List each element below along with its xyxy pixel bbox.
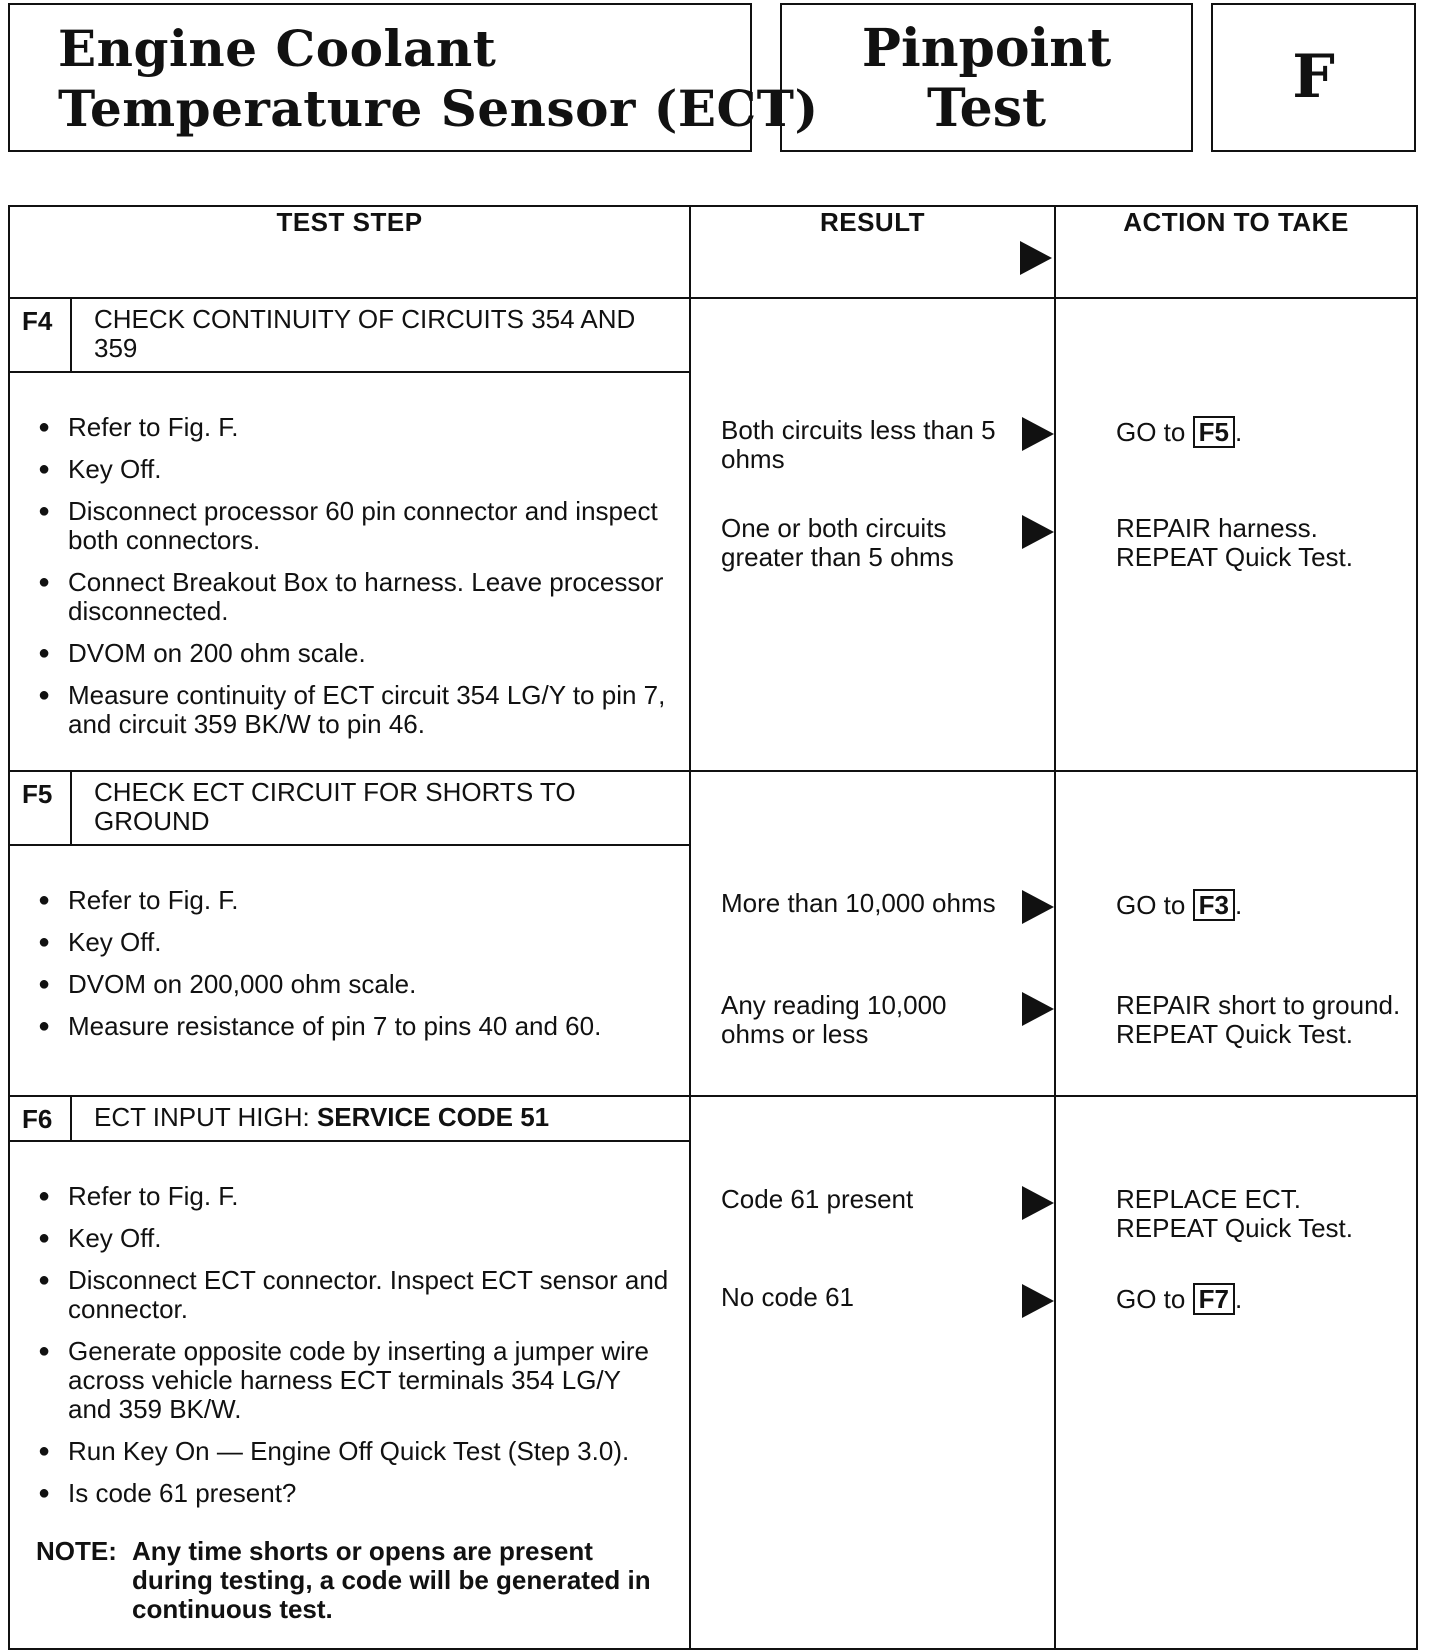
arrow-right-icon — [1022, 417, 1054, 451]
list-item: ● Measure resistance of pin 7 to pins 40 and 60. — [38, 1012, 669, 1041]
result-text: Both circuits less than 5 ohms — [721, 415, 996, 474]
arrow-right-icon — [1022, 515, 1054, 549]
action-suffix: . — [1234, 1284, 1243, 1314]
step-title — [72, 1097, 689, 1140]
list-item: ● Is code 61 present? — [38, 1479, 669, 1508]
list-item: ● Disconnect processor 60 pin connector and inspect both connectors. — [38, 497, 669, 555]
note-label: NOTE: — [36, 1536, 117, 1566]
step-id: F4 — [10, 299, 72, 371]
list-item: ● Refer to Fig. F. — [38, 413, 669, 442]
list-item: ● Key Off. — [38, 455, 669, 484]
column-header-test-step: TEST STEP — [9, 206, 690, 298]
action-go-to — [1116, 416, 1406, 448]
result-cell — [690, 771, 1055, 1096]
step-reference-link[interactable]: F5 — [1193, 416, 1235, 448]
note-block — [10, 1537, 689, 1648]
result-text: Code 61 present — [721, 1184, 914, 1214]
list-item: ● Refer to Fig. F. — [38, 886, 669, 915]
list-item: ● Disconnect ECT connector. Inspect ECT sensor and connector. — [38, 1266, 669, 1324]
result-cell — [690, 298, 1055, 771]
header-pinpoint-line1: Pinpoint — [861, 18, 1112, 79]
action-cell — [1055, 298, 1417, 771]
result-text: Any reading 10,000 ohms or less — [721, 990, 947, 1049]
table-row-step-f6 — [9, 1096, 1417, 1649]
table-row-step-f4 — [9, 298, 1417, 771]
step-id: F6 — [10, 1097, 72, 1140]
arrow-right-icon — [1020, 241, 1052, 275]
column-header-result-label: RESULT — [819, 207, 926, 237]
result-text: One or both circuits greater than 5 ohms — [721, 513, 954, 572]
list-item: ● Connect Breakout Box to harness. Leave processor disconnected. — [38, 568, 669, 626]
table-row-step-f5 — [9, 771, 1417, 1096]
step-heading — [10, 299, 689, 373]
service-code-label: SERVICE CODE 51 — [316, 1102, 550, 1132]
action-go-to — [1116, 1283, 1406, 1315]
pinpoint-test-table — [8, 205, 1418, 1650]
result-text: No code 61 — [721, 1282, 854, 1312]
action-text: GO to — [1116, 1284, 1186, 1314]
column-header-action: ACTION TO TAKE — [1055, 206, 1417, 298]
step-reference-link[interactable]: F3 — [1193, 889, 1235, 921]
list-item: ● Run Key On — Engine Off Quick Test (Step 3.0). — [38, 1437, 669, 1466]
test-step-cell — [9, 298, 690, 771]
list-item: ● Refer to Fig. F. — [38, 1182, 669, 1211]
action-cell — [1055, 771, 1417, 1096]
header-pinpoint-box — [780, 3, 1193, 152]
header-title-line1: Engine Coolant — [58, 19, 497, 78]
action-suffix: . — [1234, 890, 1243, 920]
arrow-right-icon — [1022, 1186, 1054, 1220]
table-header-row — [9, 206, 1417, 298]
step-title-text: ECT INPUT HIGH: — [94, 1102, 317, 1132]
list-item: ● DVOM on 200,000 ohm scale. — [38, 970, 669, 999]
step-bullet-list — [10, 1142, 689, 1539]
header-title-line2: Temperature Sensor (ECT) — [58, 79, 819, 138]
action-go-to — [1116, 889, 1406, 921]
header-test-letter: F — [1211, 3, 1416, 152]
list-item: ● Measure continuity of ECT circuit 354 LG/Y to pin 7, and circuit 359 BK/W to pin 46. — [38, 681, 669, 739]
header-pinpoint-line2: Test — [926, 78, 1047, 139]
column-header-result — [690, 206, 1055, 298]
action-text: REPLACE ECT. REPEAT Quick Test. — [1116, 1184, 1353, 1243]
action-text: REPAIR harness. REPEAT Quick Test. — [1116, 513, 1353, 572]
list-item: ● Key Off. — [38, 928, 669, 957]
test-step-cell — [9, 771, 690, 1096]
result-text: More than 10,000 ohms — [721, 888, 996, 918]
action-cell — [1055, 1096, 1417, 1649]
action-text: GO to — [1116, 890, 1186, 920]
arrow-right-icon — [1022, 890, 1054, 924]
step-heading — [10, 1097, 689, 1142]
result-cell — [690, 1096, 1055, 1649]
step-reference-link[interactable]: F7 — [1193, 1283, 1235, 1315]
action-suffix: . — [1234, 417, 1243, 447]
list-item: ● Generate opposite code by inserting a jumper wire across vehicle harness ECT terminals 354 LG/Y and 359 BK/W. — [38, 1337, 669, 1424]
step-bullet-list — [10, 373, 689, 770]
action-text: REPAIR short to ground. REPEAT Quick Test. — [1116, 990, 1401, 1049]
list-item: ● DVOM on 200 ohm scale. — [38, 639, 669, 668]
step-heading — [10, 772, 689, 846]
arrow-right-icon — [1022, 992, 1054, 1026]
step-title: CHECK CONTINUITY OF CIRCUITS 354 AND 359 — [94, 304, 636, 363]
step-id: F5 — [10, 772, 72, 844]
arrow-right-icon — [1022, 1284, 1054, 1318]
step-title: CHECK ECT CIRCUIT FOR SHORTS TO GROUND — [94, 777, 576, 836]
step-bullet-list — [10, 846, 689, 1072]
action-text: GO to — [1116, 417, 1186, 447]
header-title-box — [8, 3, 819, 152]
note-text: Any time shorts or opens are present during testing, a code will be generated in continuous test. — [132, 1536, 651, 1624]
test-step-cell — [9, 1096, 690, 1649]
list-item: ● Key Off. — [38, 1224, 669, 1253]
